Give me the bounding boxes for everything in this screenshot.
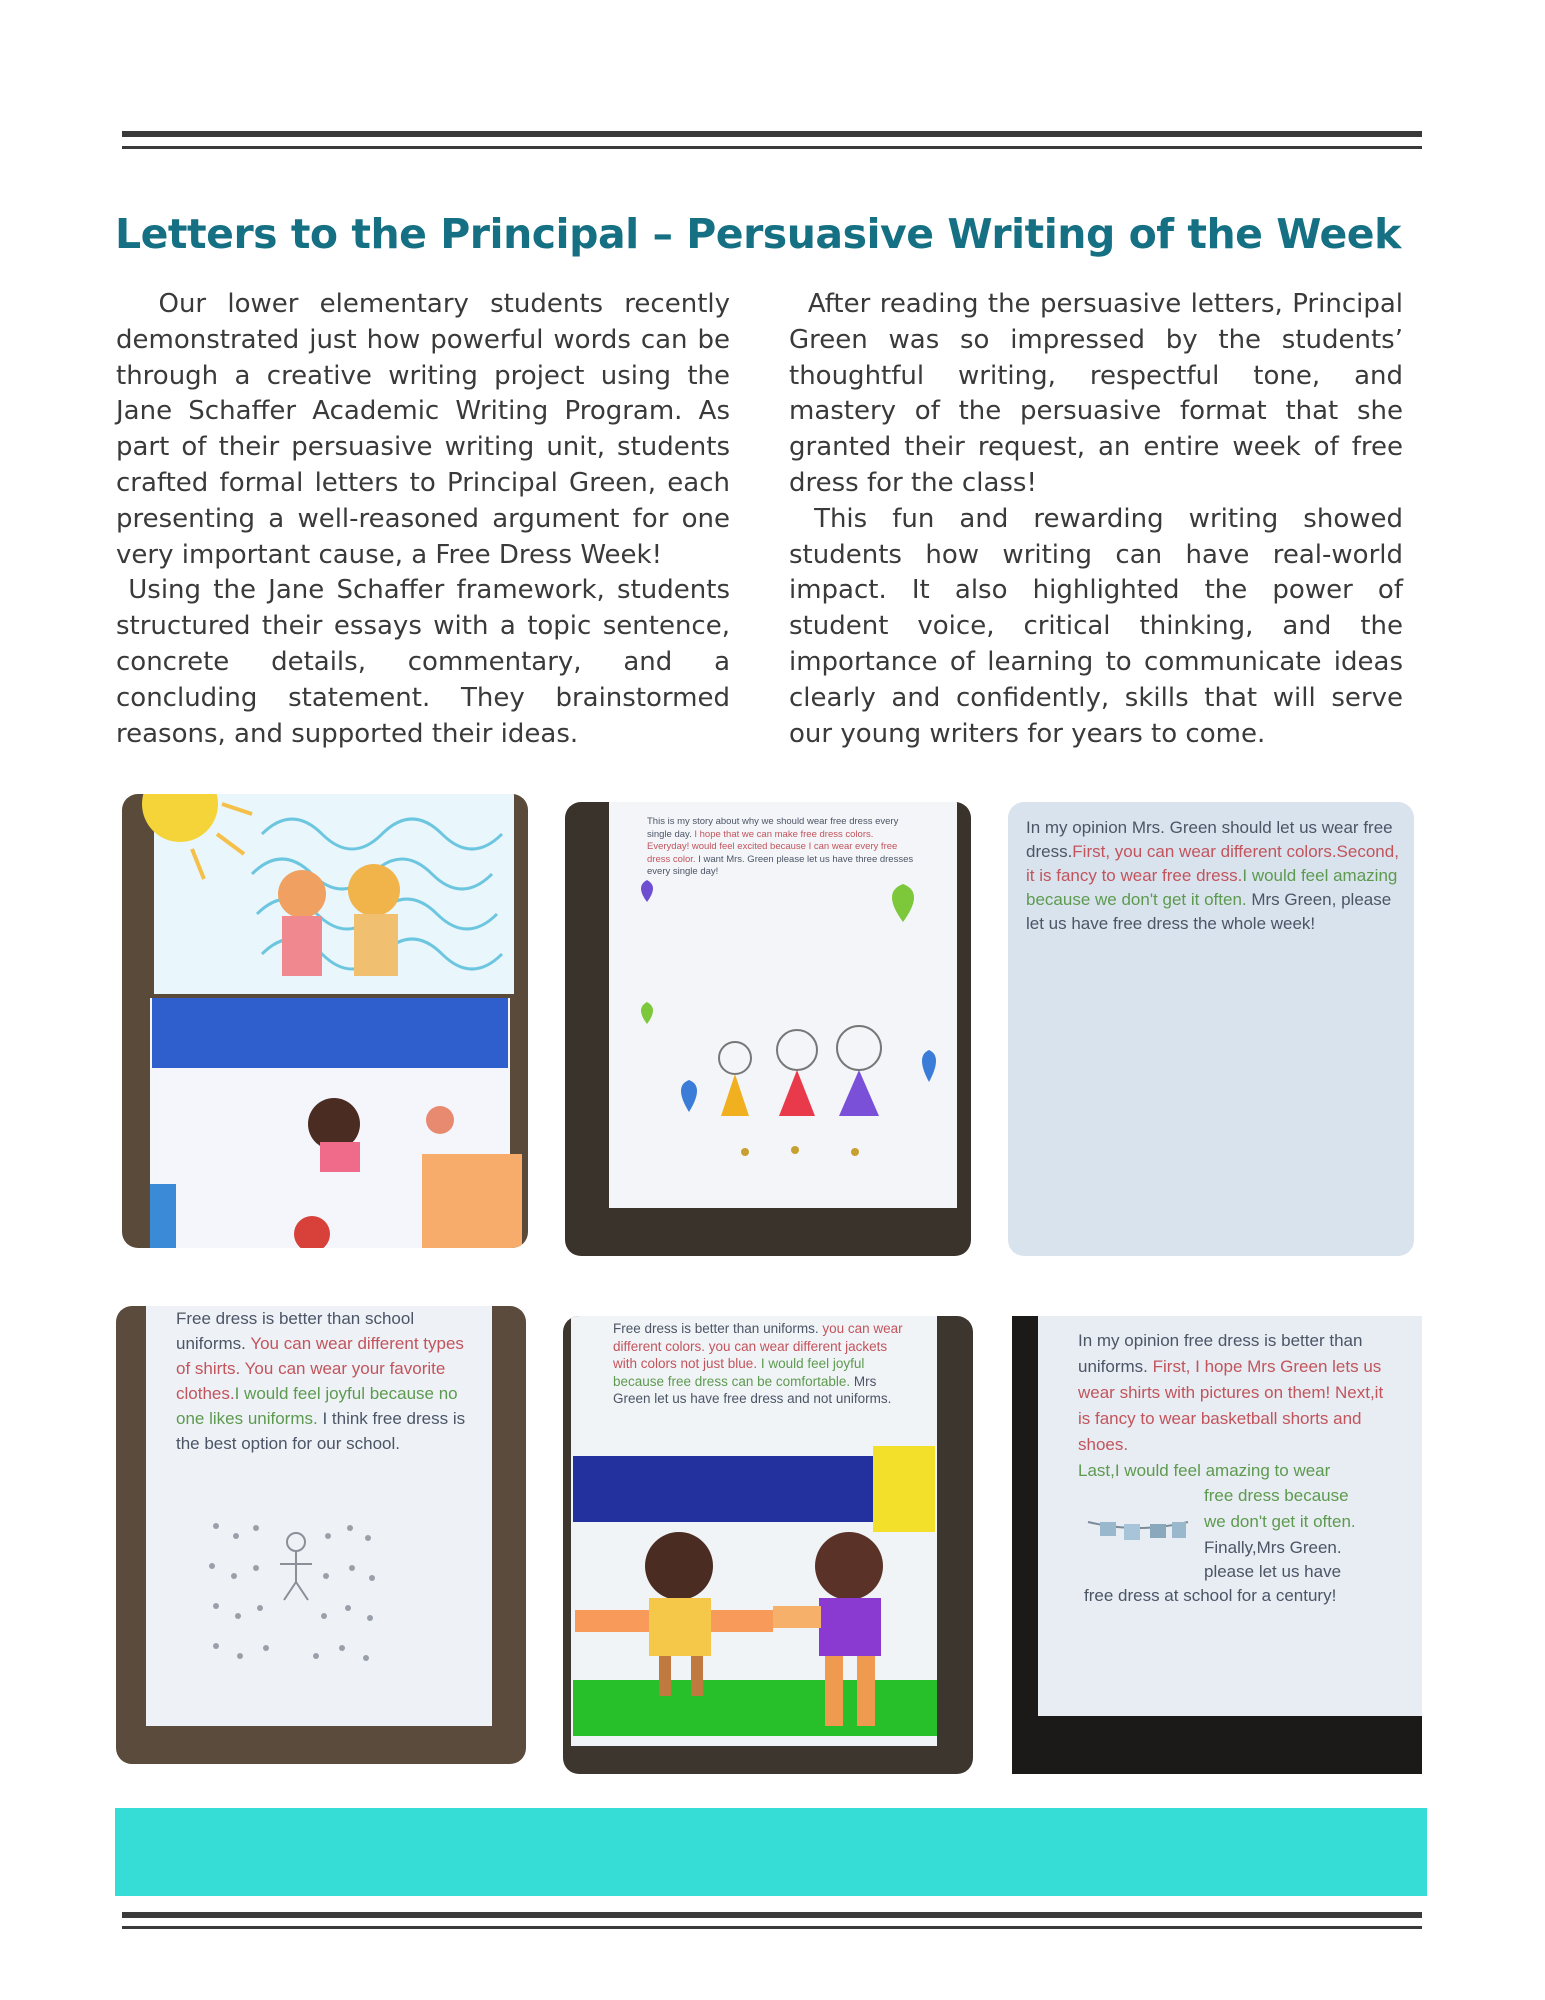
left-paragraph-2: Using the Jane Schaffer framework, students structured their essays with a topic sentence, concrete details, commentary, and a concluding statement. They brainstormed reasons, and supported their ideas.: [116, 575, 739, 749]
right-paragraph-2: This fun and rewarding writing showed students how writing can have real-world impact. It also highlighted the power of student voice, critical thinking, and the importance of learning to communicate ideas clearly and confidently, skills that will serve our young writers for years to come.: [789, 503, 1412, 749]
beach-scene-drawing: [122, 794, 528, 1248]
top-rule-thin: [122, 146, 1422, 149]
two-kids-drawing: [563, 1316, 973, 1774]
letter-4-sentence-2: You can wear different types of shirts. You can wear your favorite clothes.: [176, 1334, 464, 1403]
letter-3-sentence-3: I would feel amazing because we don't get it often.: [1026, 866, 1398, 909]
letter-5-sentence-1: Free dress is better than uniforms.: [613, 1321, 823, 1336]
student-drawing-photo-1: [122, 794, 528, 1248]
letter-2-sentence-1: This is my story about why we should wear free dress every single day.: [647, 816, 899, 840]
top-rule-thick: [122, 131, 1422, 137]
letter-6-line-7: please let us have: [1204, 1562, 1342, 1581]
article-right-column: [789, 287, 1412, 752]
hearts-and-stick-figures-drawing: [565, 802, 971, 1256]
letter-6-line-8: free dress at school for a century!: [1084, 1586, 1337, 1605]
bottom-rule-thin: [122, 1926, 1422, 1929]
letter-4-sentence-4: I think free dress is the best option for our school.: [176, 1409, 466, 1453]
letter-3-text: [1026, 816, 1406, 936]
student-letter-photo-5: [563, 1316, 973, 1774]
article-left-column: [116, 287, 739, 752]
letter-2-sentence-4: I want Mrs. Green please let us have three dresses every single day!: [647, 853, 914, 877]
student-letter-photo-6: [1012, 1316, 1422, 1774]
letter-2-sentence-3: Everyday! would feel excited because I can wear every free dress color.: [647, 841, 898, 865]
page-title: Letters to the Principal – Persuasive Writing of the Week: [115, 210, 1401, 258]
student-letter-photo-2: [565, 802, 971, 1256]
letter-5-sentence-2: you can wear different colors. you can wear different jackets with colors not just blue.: [613, 1321, 903, 1371]
letter-3-sentence-2: First, you can wear different colors.Second, it is fancy to wear free dress.: [1026, 842, 1399, 885]
letter-4-sentence-3: I would feel joyful because no one likes uniforms.: [176, 1384, 458, 1428]
bottom-rule-thick: [122, 1912, 1422, 1918]
letter-6-line-4: free dress because: [1204, 1486, 1349, 1505]
letter-3-sentence-1: In my opinion Mrs. Green should let us wear free dress.: [1026, 818, 1393, 861]
right-paragraph-1: After reading the persuasive letters, Principal Green was so impressed by the students’ thoughtful writing, respectful tone, and mastery of the persuasive format that she granted their request, an entire week of free dress for the class!: [789, 289, 1412, 498]
student-letter-photo-4: [116, 1306, 526, 1764]
letter-5-sentence-3: I would feel joyful because free dress can be comfortable.: [613, 1356, 865, 1389]
letter-2-sentence-2: I hope that we can make free dress colors.: [694, 828, 874, 840]
left-paragraph-1: Our lower elementary students recently demonstrated just how powerful words can be through a creative writing project using the Jane Schaffer Academic Writing Program. As part of their persuasive writing unit, students crafted formal letters to Principal Green, each presenting a well-reasoned argument for one very important cause, a Free Dress Week!: [116, 289, 739, 570]
stick-figure-drawing: [116, 1306, 526, 1764]
letter-6-line-5: we don't get it often.: [1204, 1512, 1356, 1531]
letter-6-sentence-2: First, I hope Mrs Green lets us wear shirts with pictures on them! Next,it is fancy to wear basketball shorts and shoes.: [1078, 1357, 1384, 1454]
student-letter-photo-3: [1008, 802, 1414, 1256]
letter-3-sentence-4: Mrs Green, please let us have free dress the whole week!: [1026, 890, 1392, 933]
letter-5-sentence-4: Mrs Green let us have free dress and not uniforms.: [613, 1373, 892, 1406]
letter-6-sentence-1: In my opinion free dress is better than uniforms.: [1078, 1331, 1363, 1376]
letter-4-sentence-1: Free dress is better than school uniforms.: [176, 1309, 415, 1353]
letter-6-sentence-3: Last,I would feel amazing to wear: [1078, 1461, 1331, 1480]
footer-color-band: [115, 1808, 1427, 1896]
letter-6-line-6: Finally,Mrs Green.: [1204, 1538, 1342, 1557]
